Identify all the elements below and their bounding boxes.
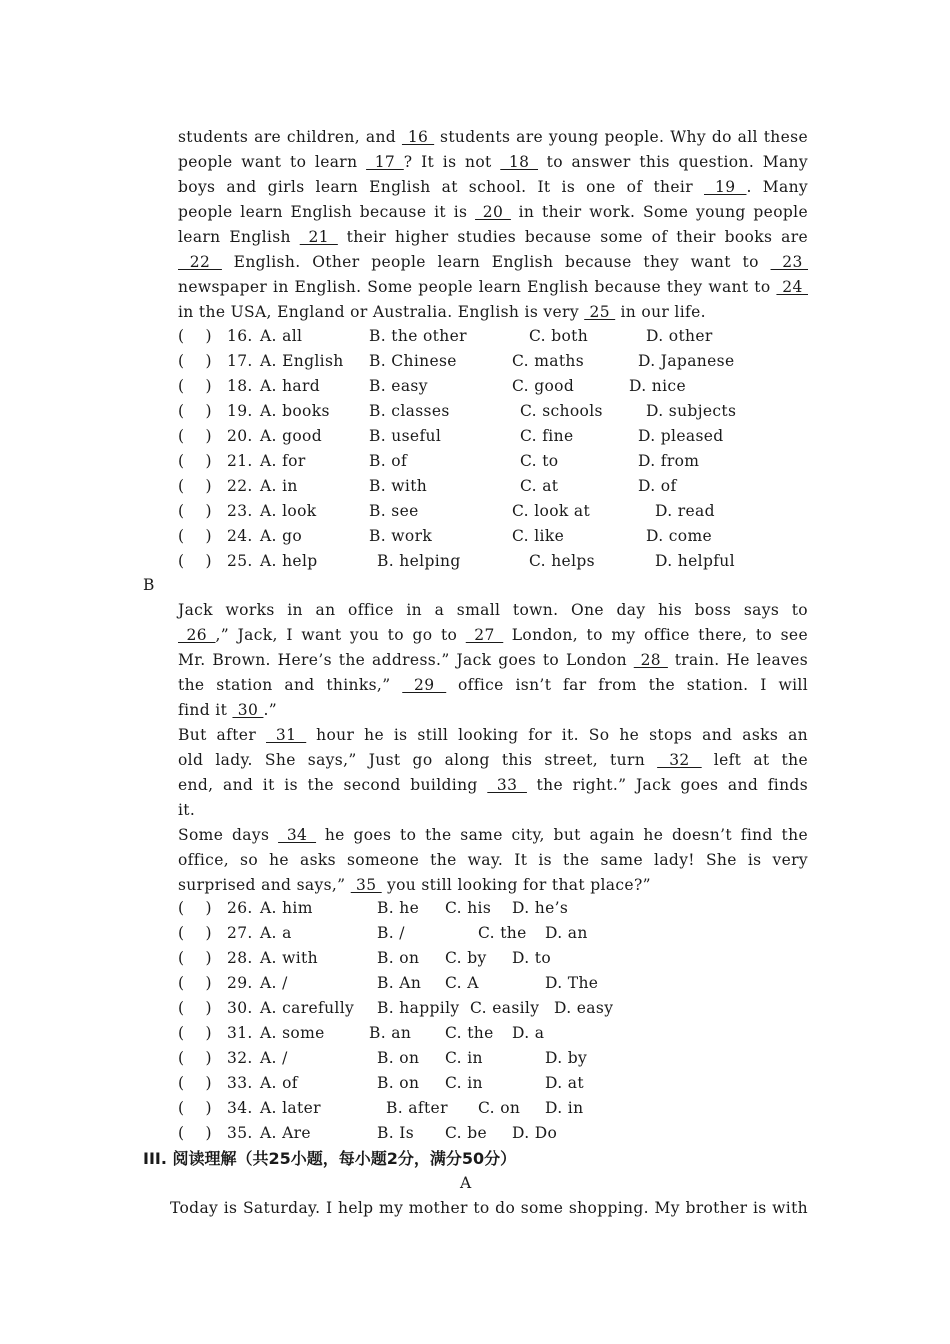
option-d: D. at <box>545 1074 584 1092</box>
option-d: D. in <box>545 1099 584 1117</box>
answer-bracket[interactable]: ( ) <box>178 974 212 992</box>
section-a-label: A <box>460 1174 472 1192</box>
passage-text: people want to learn <box>178 153 367 171</box>
passage-line <box>178 673 808 698</box>
passage-text: . Many <box>746 178 809 196</box>
option-b: B. of <box>369 452 408 470</box>
passage-text: it. <box>178 801 196 819</box>
passage-text: office, so he asks someone the way. It is the same lady! She is very <box>178 851 808 869</box>
option-a: A. him <box>260 899 313 917</box>
question-number: 17. <box>227 352 253 370</box>
question-number: 25. <box>227 552 253 570</box>
question-number: 20. <box>227 427 253 445</box>
option-a: A. / <box>260 974 288 992</box>
blank-number: 25 <box>584 303 616 321</box>
option-c: C. maths <box>512 352 585 370</box>
option-c: C. good <box>512 377 575 395</box>
option-c: C. at <box>520 477 559 495</box>
option-d: D. helpful <box>655 552 735 570</box>
question-number: 18. <box>227 377 253 395</box>
option-d: D. easy <box>554 999 614 1017</box>
answer-bracket[interactable]: ( ) <box>178 949 212 967</box>
option-a: A. Are <box>260 1124 311 1142</box>
passage-text: in their work. Some young people <box>510 203 808 221</box>
question-number: 26. <box>227 899 253 917</box>
answer-bracket[interactable]: ( ) <box>178 327 212 345</box>
option-c: C. both <box>529 327 589 345</box>
option-b: B. on <box>377 949 420 967</box>
passage-line <box>178 848 808 873</box>
option-c: C. the <box>478 924 527 942</box>
blank-number: 18 <box>500 153 538 171</box>
option-c: C. look at <box>512 502 591 520</box>
option-b: B. Chinese <box>369 352 457 370</box>
passage-text: surprised and says,” <box>178 876 351 894</box>
passage-text: their higher studies because some of their books are <box>337 228 808 246</box>
question-number: 29. <box>227 974 253 992</box>
option-c: C. in <box>445 1074 483 1092</box>
option-d: D. other <box>646 327 713 345</box>
passage-line <box>178 748 808 773</box>
passage-line <box>178 623 808 648</box>
passage-text: ? It is not <box>403 153 501 171</box>
passage-3-line: Today is Saturday. I help my mother to do some shopping. My brother is with <box>170 1199 808 1217</box>
passage-text: people learn English because it is <box>178 203 476 221</box>
option-d: D. a <box>512 1024 545 1042</box>
blank-number: 31 <box>266 726 307 744</box>
option-b: B. An <box>377 974 422 992</box>
passage-line <box>178 873 808 898</box>
blank-number: 33 <box>487 776 527 794</box>
passage-text: in our life. <box>615 303 706 321</box>
question-number: 16. <box>227 327 253 345</box>
blank-number: 29 <box>402 676 447 694</box>
passage-line <box>178 275 808 300</box>
option-d: D. Do <box>512 1124 558 1142</box>
answer-bracket[interactable]: ( ) <box>178 452 212 470</box>
option-a: A. / <box>260 1049 288 1067</box>
option-a: A. later <box>260 1099 321 1117</box>
option-b: B. he <box>377 899 420 917</box>
passage-text: English. Other people learn English because they want to <box>221 253 771 271</box>
answer-bracket[interactable]: ( ) <box>178 477 212 495</box>
answer-bracket[interactable]: ( ) <box>178 1124 212 1142</box>
option-b: B. after <box>386 1099 448 1117</box>
passage-text: London, to my office there, to see <box>503 626 808 644</box>
option-a: A. some <box>260 1024 325 1042</box>
option-b: B. on <box>377 1074 420 1092</box>
blank-number: 20 <box>475 203 511 221</box>
option-a: A. English <box>260 352 344 370</box>
blank-number: 34 <box>278 826 317 844</box>
option-c: C. be <box>445 1124 488 1142</box>
passage-text: he goes to the same city, but again he doesn’t find the <box>316 826 808 844</box>
option-c: C. easily <box>470 999 540 1017</box>
passage-line <box>178 150 808 175</box>
passage-text: left at the <box>701 751 808 769</box>
question-number: 24. <box>227 527 253 545</box>
blank-number: 24 <box>776 278 808 296</box>
passage-text: learn English <box>178 228 300 246</box>
passage-text: Mr. Brown. Here’s the address.” Jack goes to London <box>178 651 634 669</box>
blank-number: 19 <box>704 178 747 196</box>
passage-text: the right.” Jack goes and finds <box>526 776 808 794</box>
question-number: 23. <box>227 502 253 520</box>
answer-bracket[interactable]: ( ) <box>178 527 212 545</box>
option-c: C. by <box>445 949 487 967</box>
passage-text: you still looking for that place?” <box>381 876 651 894</box>
blank-number: 35 <box>350 876 382 894</box>
option-b: B. an <box>369 1024 412 1042</box>
question-number: 33. <box>227 1074 253 1092</box>
blank-number: 23 <box>770 253 808 271</box>
section-b-label: B <box>143 576 155 594</box>
option-a: A. a <box>260 924 292 942</box>
option-d: D. come <box>646 527 713 545</box>
passage-text: students are young people. Why do all these <box>434 128 808 146</box>
answer-bracket[interactable]: ( ) <box>178 402 212 420</box>
option-d: D. nice <box>629 377 686 395</box>
answer-bracket[interactable]: ( ) <box>178 1024 212 1042</box>
passage-line <box>178 250 808 275</box>
option-b: B. see <box>369 502 419 520</box>
passage-line <box>178 723 808 748</box>
passage-text: the station and thinks,” <box>178 676 403 694</box>
option-c: C. to <box>520 452 559 470</box>
option-c: C. helps <box>529 552 595 570</box>
option-b: B. with <box>369 477 428 495</box>
option-d: D. he’s <box>512 899 569 917</box>
passage-text: But after <box>178 726 266 744</box>
question-number: 22. <box>227 477 253 495</box>
section-3-heading: III. 阅读理解（共25小题，每小题2分，满分50分） <box>143 1149 517 1168</box>
option-d: D. to <box>512 949 552 967</box>
passage-line <box>178 798 808 823</box>
answer-bracket[interactable]: ( ) <box>178 924 212 942</box>
option-b: B. easy <box>369 377 428 395</box>
question-number: 30. <box>227 999 253 1017</box>
answer-bracket[interactable]: ( ) <box>178 552 212 570</box>
question-number: 35. <box>227 1124 253 1142</box>
option-d: D. The <box>545 974 599 992</box>
option-d: D. Japanese <box>638 352 735 370</box>
option-c: C. the <box>445 1024 494 1042</box>
option-a: A. hard <box>260 377 321 395</box>
passage-text: hour he is still looking for it. So he stops and asks an <box>306 726 808 744</box>
passage-line <box>178 773 808 798</box>
passage-text: in the USA, England or Australia. English is very <box>178 303 585 321</box>
passage-text: end, and it is the second building <box>178 776 488 794</box>
blank-number: 30 <box>232 701 264 719</box>
blank-number: 21 <box>299 228 338 246</box>
blank-number: 22 <box>178 253 222 271</box>
passage-text: find it <box>178 701 233 719</box>
passage-text: Jack works in an office in a small town. One day his boss says to <box>178 601 808 619</box>
option-c: C. schools <box>520 402 603 420</box>
option-a: A. for <box>260 452 306 470</box>
question-number: 32. <box>227 1049 253 1067</box>
passage-text: Some days <box>178 826 279 844</box>
answer-bracket[interactable]: ( ) <box>178 377 212 395</box>
option-c: C. like <box>512 527 565 545</box>
option-b: B. useful <box>369 427 442 445</box>
option-a: A. good <box>260 427 323 445</box>
question-number: 34. <box>227 1099 253 1117</box>
answer-bracket[interactable]: ( ) <box>178 1049 212 1067</box>
option-d: D. read <box>655 502 715 520</box>
option-a: A. with <box>260 949 318 967</box>
option-d: D. subjects <box>646 402 737 420</box>
option-b: B. helping <box>377 552 461 570</box>
option-c: C. A <box>445 974 479 992</box>
passage-line <box>178 225 808 250</box>
option-b: B. work <box>369 527 433 545</box>
option-a: A. of <box>260 1074 298 1092</box>
option-d: D. an <box>545 924 588 942</box>
answer-bracket[interactable]: ( ) <box>178 1099 212 1117</box>
option-a: A. look <box>260 502 317 520</box>
answer-bracket[interactable]: ( ) <box>178 1074 212 1092</box>
passage-text: train. He leaves <box>667 651 809 669</box>
blank-number: 32 <box>657 751 702 769</box>
passage-line <box>178 823 808 848</box>
option-b: B. Is <box>377 1124 415 1142</box>
blank-number: 28 <box>633 651 668 669</box>
question-number: 28. <box>227 949 253 967</box>
passage-line <box>178 300 808 325</box>
option-a: A. in <box>260 477 298 495</box>
passage-line <box>178 598 808 623</box>
blank-number: 17 <box>366 153 404 171</box>
passage-line <box>178 200 808 225</box>
answer-bracket[interactable]: ( ) <box>178 352 212 370</box>
passage-line <box>178 175 808 200</box>
question-number: 21. <box>227 452 253 470</box>
option-c: C. on <box>478 1099 521 1117</box>
passage-text: to answer this question. Many <box>538 153 808 171</box>
blank-number: 27 <box>465 626 504 644</box>
option-a: A. carefully <box>260 999 355 1017</box>
option-a: A. help <box>260 552 318 570</box>
passage-line <box>178 648 808 673</box>
option-b: B. the other <box>369 327 467 345</box>
passage-line <box>178 125 808 150</box>
question-number: 31. <box>227 1024 253 1042</box>
question-number: 27. <box>227 924 253 942</box>
passage-text: students are children, and <box>178 128 402 146</box>
option-a: A. all <box>260 327 303 345</box>
blank-number: 26 <box>178 626 216 644</box>
answer-bracket[interactable]: ( ) <box>178 427 212 445</box>
passage-text: ,” Jack, I want you to go to <box>215 626 466 644</box>
passage-text: boys and girls learn English at school. It is one of their <box>178 178 704 196</box>
option-a: A. books <box>260 402 330 420</box>
answer-bracket[interactable]: ( ) <box>178 502 212 520</box>
option-a: A. go <box>260 527 303 545</box>
option-b: B. classes <box>369 402 450 420</box>
option-d: D. pleased <box>638 427 724 445</box>
question-number: 19. <box>227 402 253 420</box>
option-c: C. fine <box>520 427 574 445</box>
option-d: D. of <box>638 477 677 495</box>
blank-number: 16 <box>401 128 435 146</box>
option-d: D. from <box>638 452 700 470</box>
passage-text: office isn’t far from the station. I will <box>446 676 809 694</box>
passage-text: newspaper in English. Some people learn English because they want to <box>178 278 777 296</box>
answer-bracket[interactable]: ( ) <box>178 999 212 1017</box>
passage-line <box>178 698 808 723</box>
option-b: B. / <box>377 924 405 942</box>
passage-text: old lady. She says,” Just go along this street, turn <box>178 751 658 769</box>
option-c: C. his <box>445 899 492 917</box>
passage-text: .” <box>263 701 277 719</box>
option-b: B. happily <box>377 999 460 1017</box>
option-b: B. on <box>377 1049 420 1067</box>
answer-bracket[interactable]: ( ) <box>178 899 212 917</box>
option-d: D. by <box>545 1049 588 1067</box>
option-c: C. in <box>445 1049 483 1067</box>
